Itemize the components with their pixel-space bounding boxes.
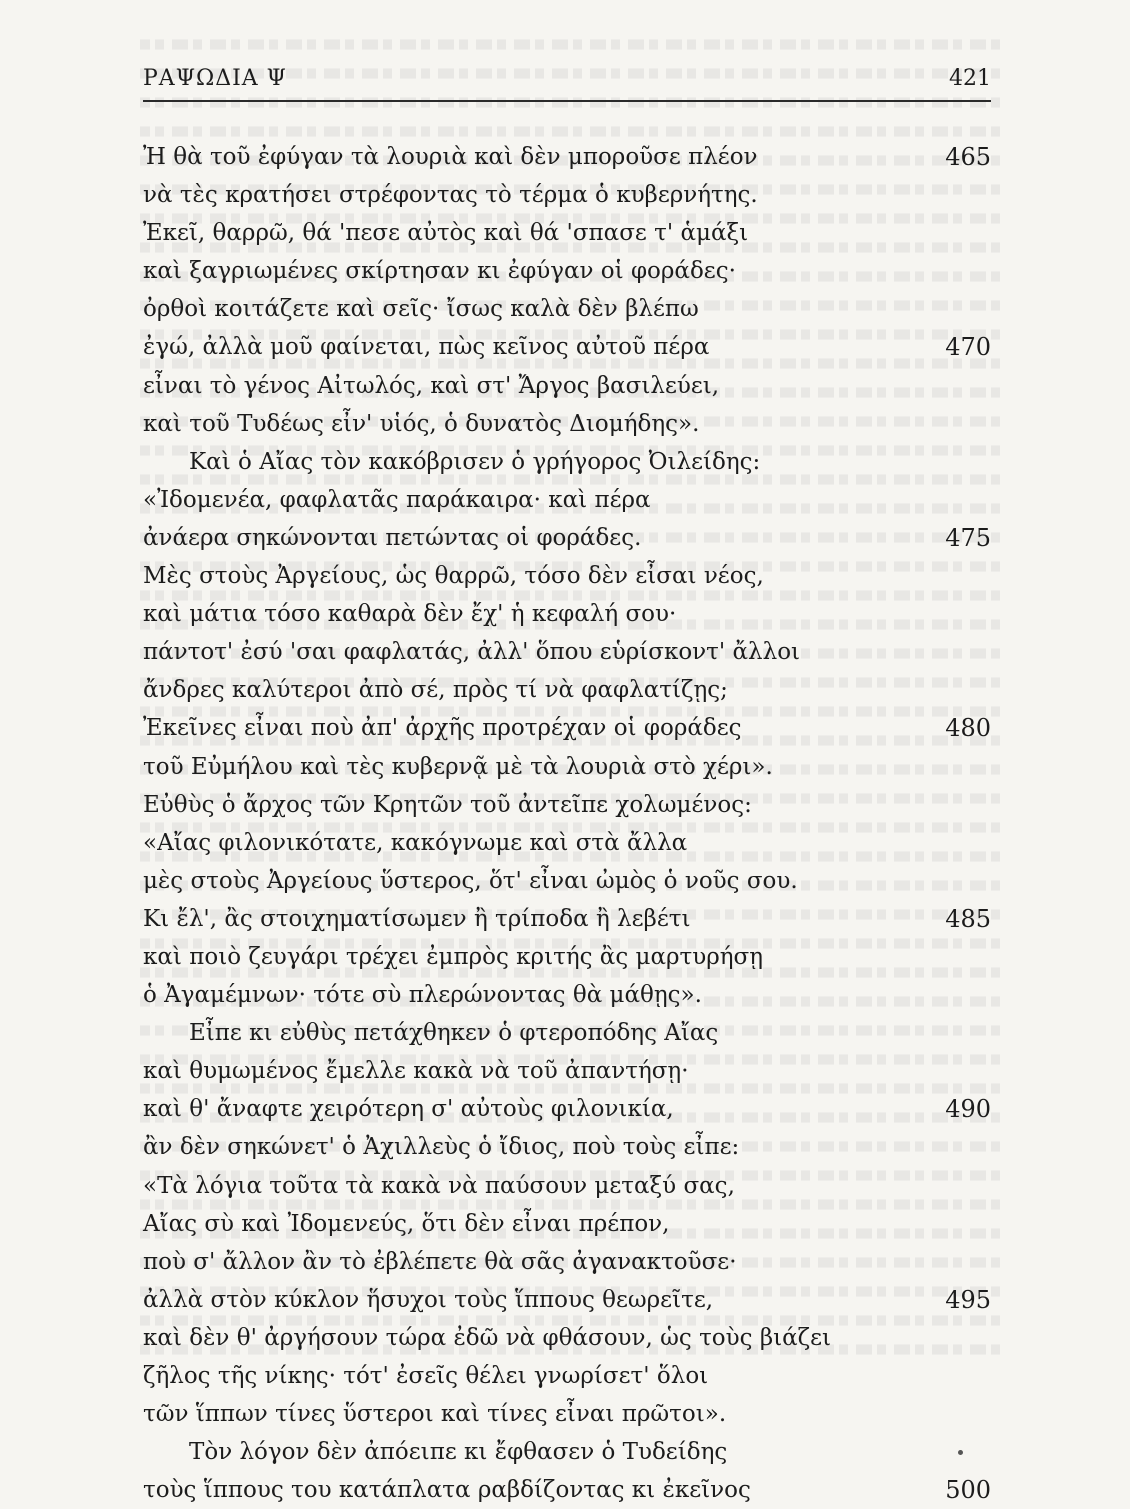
verse-text: καὶ θ' ἄναφτε χειρότερη σ' αὐτοὺς φιλονικία, (143, 1096, 674, 1123)
verse-line (143, 1014, 991, 1052)
verse-line (143, 709, 991, 747)
verse-text: «Ἰδομενέα, φαφλατᾶς παράκαιρα· καὶ πέρα (143, 486, 651, 513)
line-number: 465 (945, 143, 991, 171)
verse-text: Καὶ ὁ Αἴας τὸν κακόβρισεν ὁ γρήγορος Ὀιλείδης: (189, 448, 761, 475)
verse-text: ὀρθοὶ κοιτάζετε καὶ σεῖς· ἴσως καλὰ δὲν βλέπω (143, 296, 699, 323)
verse-text: Τὸν λόγον δὲν ἀπόειπε κι ἔφθασεν ὁ Τυδείδης (189, 1439, 728, 1466)
line-number: 490 (945, 1095, 991, 1124)
verse-line (143, 519, 991, 557)
verse-line (143, 176, 991, 214)
verse-line (143, 1128, 991, 1166)
verse-text: ἐγώ, ἀλλὰ μοῦ φαίνεται, πὼς κεῖνος αὐτοῦ πέρα (143, 334, 710, 361)
verse-text: νὰ τὲς κρατήσει στρέφοντας τὸ τέρμα ὁ κυβερνήτης. (143, 182, 758, 209)
verse-text: εἶναι τὸ γένος Αἰτωλός, καὶ στ' Ἄργος βασιλεύει, (143, 372, 720, 399)
verse-text: καὶ θυμωμένος ἔμελλε κακὰ νὰ τοῦ ἀπαντήσῃ· (143, 1058, 689, 1085)
verse-line (143, 1281, 991, 1319)
verse-text: Ἐκεῖ, θαρρῶ, θά 'πεσε αὐτὸς καὶ θά 'σπασε τ' ἁμάξι (143, 220, 749, 247)
verse-line (143, 1319, 991, 1357)
line-number: 475 (945, 523, 991, 552)
ink-dot (958, 1450, 963, 1455)
verse-text: Εἶπε κι εὐθὺς πετάχθηκεν ὁ φτεροπόδης Αἴας (189, 1020, 719, 1047)
verse-text: ἀνάερα σηκώνονται πετώντας οἱ φοράδες. (143, 524, 642, 551)
verse-line (143, 1395, 991, 1433)
verse-line (143, 138, 991, 176)
verse-line (143, 1205, 991, 1243)
verse-line (143, 443, 991, 481)
verse-line (143, 862, 991, 900)
verse-line (143, 595, 991, 633)
poem-text (143, 138, 991, 1509)
verse-line (143, 1471, 991, 1509)
line-number: 485 (945, 904, 991, 933)
line-number: 495 (945, 1285, 991, 1314)
verse-line (143, 405, 991, 443)
verse-line (143, 900, 991, 938)
verse-line (143, 367, 991, 405)
verse-text: ἀλλὰ στὸν κύκλον ἥσυχοι τοὺς ἵππους θεωρεῖτε, (143, 1286, 714, 1313)
line-number: 470 (945, 333, 991, 362)
verse-line (143, 328, 991, 366)
verse-line (143, 481, 991, 519)
line-number: 500 (945, 1476, 991, 1505)
verse-line (143, 976, 991, 1014)
verse-line (143, 1357, 991, 1395)
verse-line (143, 1243, 991, 1281)
verse-text: ζῆλος τῆς νίκης· τότ' ἐσεῖς θέλει γνωρίσετ' ὅλοι (143, 1363, 709, 1389)
verse-text: καὶ μάτια τόσο καθαρὰ δὲν ἔχ' ἡ κεφαλή σου· (143, 601, 677, 628)
verse-line (143, 290, 991, 328)
verse-line (143, 557, 991, 595)
verse-text: Εὐθὺς ὁ ἄρχος τῶν Κρητῶν τοῦ ἀντεῖπε χολωμένος: (143, 791, 752, 818)
verse-text: Μὲς στοὺς Ἀργείους, ὡς θαρρῶ, τόσο δὲν εἶσαι νέος, (143, 563, 764, 590)
verse-text: πάντοτ' ἐσύ 'σαι φαφλατάς, ἀλλ' ὅπου εὑρίσκοντ' ἄλλοι (143, 639, 801, 666)
verse-text: καὶ τοῦ Τυδέως εἶν' υἱός, ὁ δυνατὸς Διομήδης». (143, 410, 700, 437)
verse-text: καὶ ποιὸ ζευγάρι τρέχει ἐμπρὸς κριτής ἂς μαρτυρήσῃ (143, 943, 764, 970)
verse-text: ἄνδρες καλύτεροι ἀπὸ σέ, πρὸς τί νὰ φαφλατίζῃς; (143, 677, 728, 704)
verse-text: τοὺς ἵππους του κατάπλατα ραβδίζοντας κι ἐκεῖνος (143, 1477, 751, 1504)
verse-line (143, 786, 991, 824)
verse-line (143, 1167, 991, 1205)
verse-text: «Τὰ λόγια τοῦτα τὰ κακὰ νὰ παύσουν μεταξύ σας, (143, 1172, 735, 1199)
verse-line (143, 1052, 991, 1090)
verse-text: Ἐκεῖνες εἶναι ποὺ ἀπ' ἀρχῆς προτρέχαν οἱ φοράδες (143, 715, 742, 742)
verse-line (143, 633, 991, 671)
verse-line (143, 1090, 991, 1128)
verse-text: Αἴας σὺ καὶ Ἰδομενεύς, ὅτι δὲν εἶναι πρέπον, (143, 1210, 670, 1237)
verse-line (143, 1433, 991, 1471)
verse-text: τῶν ἵππων τίνες ὕστεροι καὶ τίνες εἶναι πρῶτοι». (143, 1401, 727, 1428)
page-number: 421 (949, 66, 991, 91)
verse-line (143, 938, 991, 976)
verse-line (143, 671, 991, 709)
verse-line (143, 252, 991, 290)
page-header (143, 62, 991, 102)
verse-line (143, 748, 991, 786)
verse-text: ὁ Ἀγαμέμνων· τότε σὺ πλερώνοντας θὰ μάθῃς». (143, 982, 702, 1009)
verse-line (143, 824, 991, 862)
verse-line (143, 214, 991, 252)
verse-text: ποὺ σ' ἄλλον ἂν τὸ ἐβλέπετε θὰ σᾶς ἀγανακτοῦσε· (143, 1248, 737, 1275)
verse-text: «Αἴας φιλονικότατε, κακόγνωμε καὶ στὰ ἄλλα (143, 829, 688, 856)
verse-text: Κι ἔλ', ἂς στοιχηματίσωμεν ἢ τρίποδα ἢ λεβέτι (143, 905, 691, 932)
verse-text: τοῦ Εὐμήλου καὶ τὲς κυβερνᾷ μὲ τὰ λουριὰ στὸ χέρι». (143, 753, 773, 780)
verse-text: καὶ ξαγριωμένες σκίρτησαν κι ἐφύγαν οἱ φοράδες· (143, 258, 736, 285)
verse-text: καὶ δὲν θ' ἀργήσουν τώρα ἐδῶ νὰ φθάσουν, ὡς τοὺς βιάζει (143, 1324, 832, 1351)
verse-text: Ἠ θὰ τοῦ ἐφύγαν τὰ λουριὰ καὶ δὲν μποροῦσε πλέον (143, 144, 758, 170)
verse-text: μὲς στοὺς Ἀργείους ὕστερος, ὅτ' εἶναι ὠμὸς ὁ νοῦς σου. (143, 867, 798, 894)
verse-text: ἂν δὲν σηκώνετ' ὁ Ἀχιλλεὺς ὁ ἴδιος, ποὺ τοὺς εἶπε: (143, 1134, 740, 1161)
running-title: ΡΑΨΩΔΙΑ Ψ (143, 66, 287, 91)
header-rule (143, 100, 991, 102)
line-number: 480 (945, 714, 991, 743)
